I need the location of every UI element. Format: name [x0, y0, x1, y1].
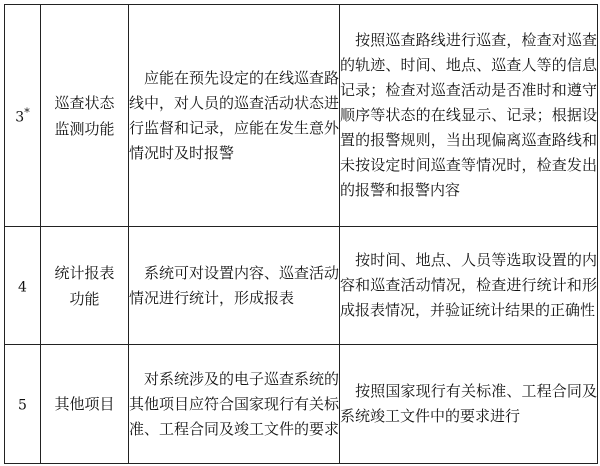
- item-test-method: 按时间、地点、人员等选取设置的内容和巡查活动情况，检查进行统计和形成报表情况，并验证统计结果的正确性: [340, 227, 598, 345]
- item-requirement: 系统可对设置内容、巡查活动情况进行统计，形成报表: [129, 227, 340, 345]
- table-row: [5, 5, 598, 227]
- inspection-spec-table: [4, 4, 598, 464]
- row-number: 5: [5, 345, 41, 464]
- item-name: 统计报表功能: [41, 227, 129, 345]
- item-requirement: 对系统涉及的电子巡查系统的其他项目应符合国家现行有关标准、工程合同及竣工文件的要求: [129, 345, 340, 464]
- row-number: 3*: [5, 5, 41, 227]
- item-test-method: 按照国家现行有关标准、工程合同及系统竣工文件中的要求进行: [340, 345, 598, 464]
- item-name: 其他项目: [41, 345, 129, 464]
- table-row: [5, 345, 598, 464]
- item-test-method: 按照巡查路线进行巡查，检查对巡查的轨迹、时间、地点、巡查人等的信息记录；检查对巡查活动是否准时和遵守顺序等状态的在线显示、记录；根据设置的报警规则，当出现偏离巡查路线和未按设定时间巡查等情况时，检查发出的报警和报警内容: [340, 5, 598, 227]
- item-name: 巡查状态监测功能: [41, 5, 129, 227]
- key-item-star: *: [24, 105, 30, 119]
- table-row: [5, 227, 598, 345]
- item-requirement: 应能在预先设定的在线巡查路线中，对人员的巡查活动状态进行监督和记录，应能在发生意外情况时及时报警: [129, 5, 340, 227]
- row-number: 4: [5, 227, 41, 345]
